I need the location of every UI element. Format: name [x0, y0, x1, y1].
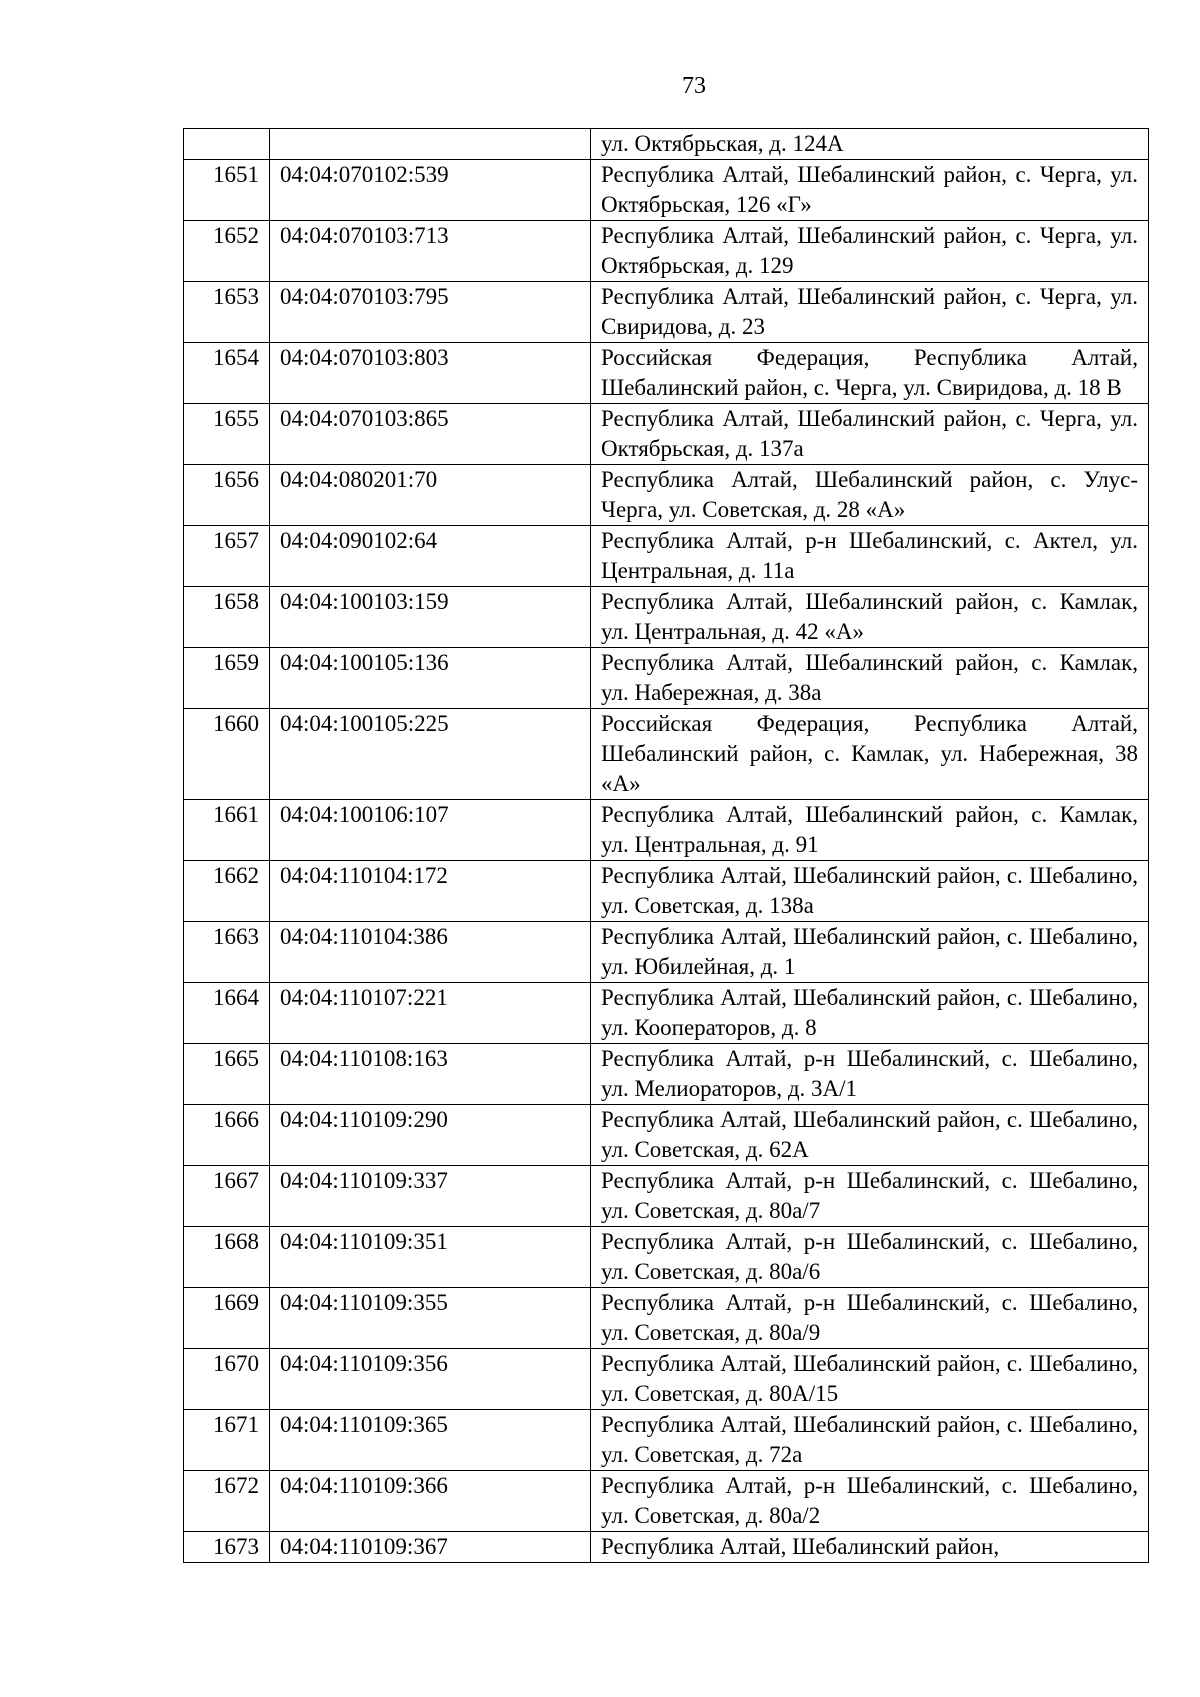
row-number-cell: 1653: [184, 282, 270, 343]
table-row: [184, 709, 1149, 800]
address-cell: Российская Федерация, Республика Алтай, Шебалинский район, с. Черга, ул. Свиридова, д. 18 В: [591, 343, 1149, 404]
table-row: [184, 221, 1149, 282]
row-number-cell: 1655: [184, 404, 270, 465]
row-number-cell: 1652: [184, 221, 270, 282]
row-number-cell: 1665: [184, 1044, 270, 1105]
cadastral-number-cell: 04:04:100106:107: [270, 800, 591, 861]
address-cell: Республика Алтай, Шебалинский район, с. Камлак, ул. Центральная, д. 91: [591, 800, 1149, 861]
address-cell: Республика Алтай, Шебалинский район, с. Черга, ул. Октябрьская, 126 «Г»: [591, 160, 1149, 221]
table-row: [184, 648, 1149, 709]
cadastral-number-cell: 04:04:100105:136: [270, 648, 591, 709]
cadastral-number-cell: 04:04:110104:386: [270, 922, 591, 983]
table-row: [184, 404, 1149, 465]
row-number-cell: 1660: [184, 709, 270, 800]
table-row: [184, 587, 1149, 648]
row-number-cell: 1668: [184, 1227, 270, 1288]
address-cell: Российская Федерация, Республика Алтай, Шебалинский район, с. Камлак, ул. Набережная, 38 «А»: [591, 709, 1149, 800]
row-number-cell: 1669: [184, 1288, 270, 1349]
cadastral-number-cell: 04:04:070103:803: [270, 343, 591, 404]
row-number-cell: 1673: [184, 1532, 270, 1563]
address-cell: Республика Алтай, Шебалинский район, с. Шебалино, ул. Юбилейная, д. 1: [591, 922, 1149, 983]
table-row: [184, 983, 1149, 1044]
address-cell: Республика Алтай, Шебалинский район,: [591, 1532, 1149, 1563]
table-row: [184, 1349, 1149, 1410]
table-row: [184, 1105, 1149, 1166]
table-row: [184, 343, 1149, 404]
row-number-cell: 1667: [184, 1166, 270, 1227]
cadastral-number-cell: 04:04:110109:356: [270, 1349, 591, 1410]
address-cell: Республика Алтай, р-н Шебалинский, с. Шебалино, ул. Советская, д. 80а/6: [591, 1227, 1149, 1288]
cadastral-number-cell: 04:04:110104:172: [270, 861, 591, 922]
address-cell: Республика Алтай, Шебалинский район, с. Шебалино, ул. Советская, д. 62А: [591, 1105, 1149, 1166]
row-number-cell: 1656: [184, 465, 270, 526]
table-row: [184, 526, 1149, 587]
cadastral-number-cell: 04:04:110109:290: [270, 1105, 591, 1166]
table-row: [184, 800, 1149, 861]
cadastral-number-cell: 04:04:110107:221: [270, 983, 591, 1044]
address-cell: Республика Алтай, Шебалинский район, с. Шебалино, ул. Советская, д. 72а: [591, 1410, 1149, 1471]
address-cell: Республика Алтай, Шебалинский район, с. Черга, ул. Свиридова, д. 23: [591, 282, 1149, 343]
table-row: [184, 861, 1149, 922]
row-number-cell: 1657: [184, 526, 270, 587]
row-number-cell: 1659: [184, 648, 270, 709]
cadastral-number-cell: 04:04:110109:337: [270, 1166, 591, 1227]
cadastral-number-cell: [270, 129, 591, 160]
address-cell: Республика Алтай, Шебалинский район, с. Черга, ул. Октябрьская, д. 137а: [591, 404, 1149, 465]
address-cell: Республика Алтай, р-н Шебалинский, с. Шебалино, ул. Советская, д. 80а/7: [591, 1166, 1149, 1227]
address-cell: Республика Алтай, р-н Шебалинский, с. Шебалино, ул. Советская, д. 80а/9: [591, 1288, 1149, 1349]
table-row: [184, 282, 1149, 343]
table-row: [184, 1166, 1149, 1227]
table-row: [184, 465, 1149, 526]
table-row: [184, 922, 1149, 983]
row-number-cell: 1672: [184, 1471, 270, 1532]
cadastral-number-cell: 04:04:100103:159: [270, 587, 591, 648]
address-cell: Республика Алтай, Шебалинский район, с. Камлак, ул. Набережная, д. 38а: [591, 648, 1149, 709]
address-cell: Республика Алтай, р-н Шебалинский, с. Шебалино, ул. Мелиораторов, д. 3А/1: [591, 1044, 1149, 1105]
table-row: [184, 1410, 1149, 1471]
row-number-cell: 1670: [184, 1349, 270, 1410]
row-number-cell: 1658: [184, 587, 270, 648]
table-row: [184, 160, 1149, 221]
cadastral-number-cell: 04:04:110109:366: [270, 1471, 591, 1532]
row-number-cell: 1662: [184, 861, 270, 922]
cadastral-number-cell: 04:04:070102:539: [270, 160, 591, 221]
address-cell: Республика Алтай, Шебалинский район, с. Шебалино, ул. Советская, д. 138а: [591, 861, 1149, 922]
row-number-cell: [184, 129, 270, 160]
address-cell: Республика Алтай, Шебалинский район, с. Шебалино, ул. Кооператоров, д. 8: [591, 983, 1149, 1044]
cadastral-number-cell: 04:04:110109:355: [270, 1288, 591, 1349]
cadastral-number-cell: 04:04:070103:865: [270, 404, 591, 465]
cadastral-number-cell: 04:04:110109:351: [270, 1227, 591, 1288]
cadastral-number-cell: 04:04:100105:225: [270, 709, 591, 800]
row-number-cell: 1664: [184, 983, 270, 1044]
row-number-cell: 1666: [184, 1105, 270, 1166]
row-number-cell: 1661: [184, 800, 270, 861]
cadastral-number-cell: 04:04:070103:795: [270, 282, 591, 343]
cadastral-number-cell: 04:04:080201:70: [270, 465, 591, 526]
table-row: [184, 1227, 1149, 1288]
cadastral-number-cell: 04:04:090102:64: [270, 526, 591, 587]
address-cell: Республика Алтай, р-н Шебалинский, с. Актел, ул. Центральная, д. 11а: [591, 526, 1149, 587]
address-cell: Республика Алтай, Шебалинский район, с. Черга, ул. Октябрьская, д. 129: [591, 221, 1149, 282]
address-cell: Республика Алтай, Шебалинский район, с. Шебалино, ул. Советская, д. 80А/15: [591, 1349, 1149, 1410]
table-row: [184, 1288, 1149, 1349]
table-row: [184, 1044, 1149, 1105]
table-row: [184, 1532, 1149, 1563]
address-cell: ул. Октябрьская, д. 124А: [591, 129, 1149, 160]
cadastral-number-cell: 04:04:070103:713: [270, 221, 591, 282]
table-row: [184, 129, 1149, 160]
row-number-cell: 1654: [184, 343, 270, 404]
row-number-cell: 1663: [184, 922, 270, 983]
registry-table-body: [184, 129, 1149, 1563]
registry-table: [183, 128, 1149, 1563]
cadastral-number-cell: 04:04:110108:163: [270, 1044, 591, 1105]
address-cell: Республика Алтай, р-н Шебалинский, с. Шебалино, ул. Советская, д. 80а/2: [591, 1471, 1149, 1532]
row-number-cell: 1651: [184, 160, 270, 221]
table-row: [184, 1471, 1149, 1532]
cadastral-number-cell: 04:04:110109:367: [270, 1532, 591, 1563]
page-number: 73: [682, 73, 706, 99]
address-cell: Республика Алтай, Шебалинский район, с. Улус-Черга, ул. Советская, д. 28 «А»: [591, 465, 1149, 526]
address-cell: Республика Алтай, Шебалинский район, с. Камлак, ул. Центральная, д. 42 «А»: [591, 587, 1149, 648]
row-number-cell: 1671: [184, 1410, 270, 1471]
cadastral-number-cell: 04:04:110109:365: [270, 1410, 591, 1471]
